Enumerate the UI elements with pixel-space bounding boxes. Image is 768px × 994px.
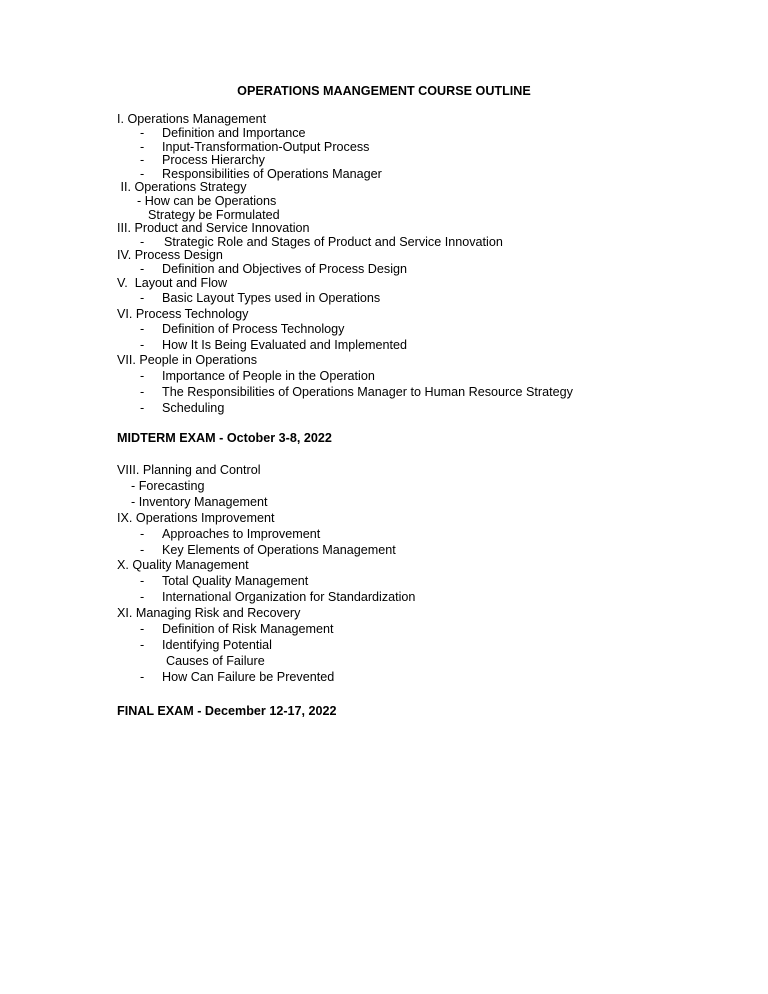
list-item: Process Hierarchy [162,153,265,167]
list-item: The Responsibilities of Operations Manager to Human Resource Strategy [162,385,573,399]
section-heading-10: X. Quality Management [117,558,249,572]
section-heading-5: V. Layout and Flow [117,276,228,290]
bullet-dash: - [140,401,145,415]
bullet-dash: - [140,574,145,588]
list-item: Approaches to Improvement [162,527,321,541]
bullet-dash: - [140,369,145,383]
list-item-continuation: Strategy be Formulated [148,208,280,222]
bullet-dash: - [140,338,145,352]
bullet-dash: - [140,385,145,399]
list-item: International Organization for Standardization [162,590,416,604]
bullet-dash: - [140,590,145,604]
list-item: - Forecasting [131,479,205,493]
list-item: Definition and Objectives of Process Design [162,262,408,276]
list-item: Importance of People in the Operation [162,369,375,383]
list-item: Definition of Risk Management [162,622,334,636]
list-item: Definition of Process Technology [162,322,345,336]
list-item: Responsibilities of Operations Manager [162,167,382,181]
bullet-dash: - [140,291,145,305]
bullet-dash: - [140,527,145,541]
bullet-dash: - [140,153,145,167]
section-heading-9: IX. Operations Improvement [117,511,275,525]
list-item: Basic Layout Types used in Operations [162,291,381,305]
bullet-dash: - [140,543,145,557]
list-item: How It Is Being Evaluated and Implemented [162,338,408,352]
bullet-dash: - [140,322,145,336]
bullet-dash: - [140,235,145,249]
section-heading-6: VI. Process Technology [117,307,249,321]
list-item: Key Elements of Operations Management [162,543,396,557]
course-outline-title: OPERATIONS MAANGEMENT COURSE OUTLINE [237,84,531,98]
list-item-continuation: Causes of Failure [166,654,265,668]
list-item: Total Quality Management [162,574,309,588]
list-item: Definition and Importance [162,126,306,140]
section-heading-2: II. Operations Strategy [117,180,247,194]
list-item: Input-Transformation-Output Process [162,140,370,154]
bullet-dash: - [140,140,145,154]
final-exam-heading: FINAL EXAM - December 12-17, 2022 [117,704,337,718]
list-item: Scheduling [162,401,225,415]
section-heading-7: VII. People in Operations [117,353,258,367]
section-heading-1: I. Operations Management [117,112,267,126]
bullet-dash: - [140,670,145,684]
bullet-dash: - [140,167,145,181]
section-heading-11: XI. Managing Risk and Recovery [117,606,301,620]
section-heading-3: III. Product and Service Innovation [117,221,310,235]
list-item: Strategic Role and Stages of Product and Service Innovation [164,235,503,249]
bullet-dash: - [140,622,145,636]
list-item: - How can be Operations [137,194,277,208]
section-heading-8: VIII. Planning and Control [117,463,261,477]
list-item: How Can Failure be Prevented [162,670,335,684]
bullet-dash: - [140,126,145,140]
section-heading-4: IV. Process Design [117,248,223,262]
list-item: - Inventory Management [131,495,268,509]
midterm-exam-heading: MIDTERM EXAM - October 3-8, 2022 [117,431,332,445]
bullet-dash: - [140,262,145,276]
bullet-dash: - [140,638,145,652]
list-item: Identifying Potential [162,638,272,652]
